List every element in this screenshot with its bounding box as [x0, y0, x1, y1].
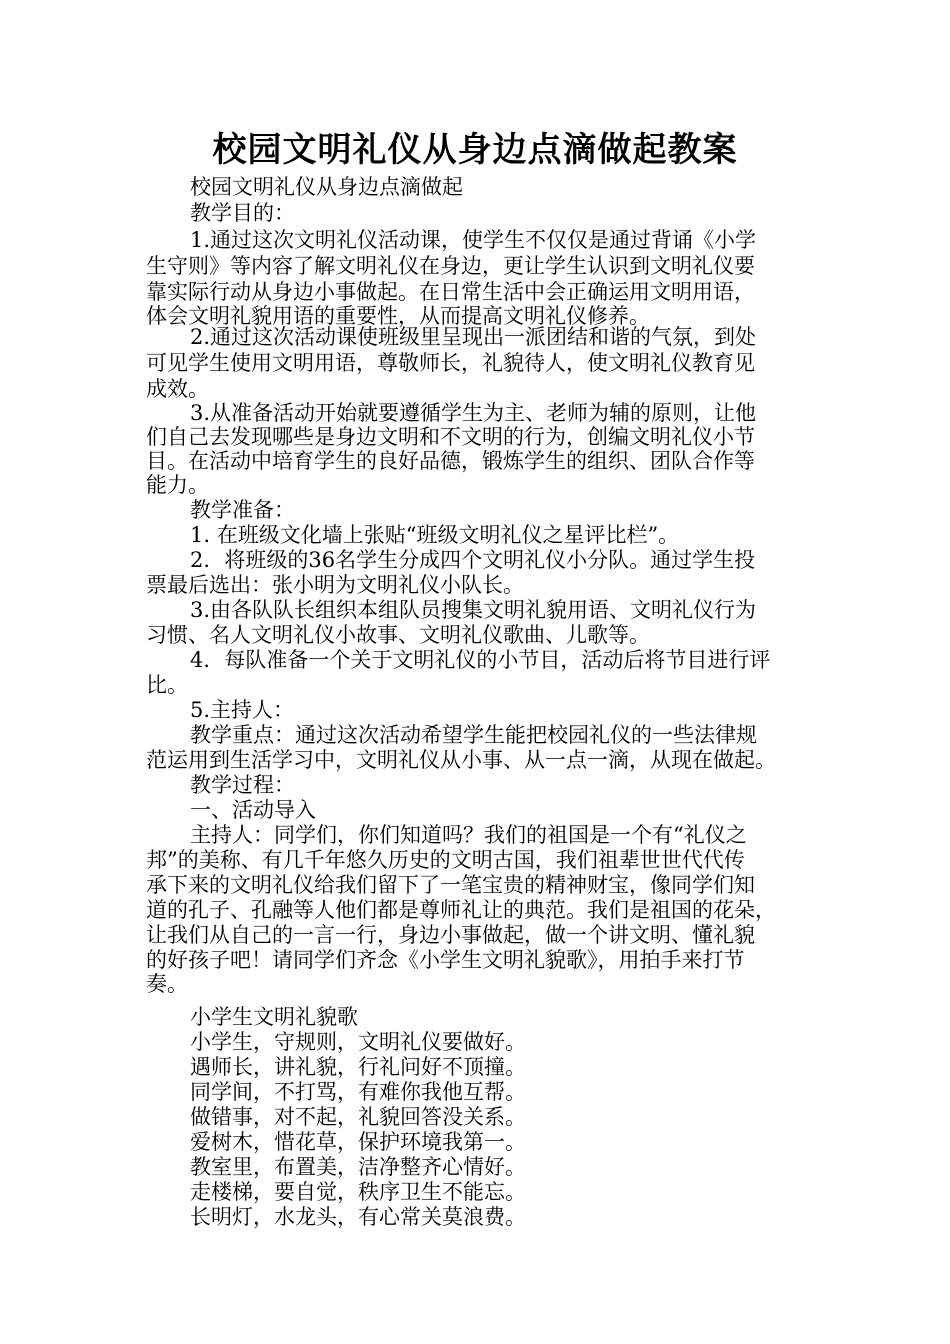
text-line: 1. 在班级文化墙上张贴“班级文明礼仪之星评比栏”。: [190, 523, 680, 547]
text-line: 靠实际行动从身边小事做起。在日常生活中会正确运用文明用语，: [146, 280, 755, 304]
text-line: 票最后选出：张小明为文明礼仪小队长。: [146, 573, 524, 597]
text-line: 范运用到生活学习中，文明礼仪从小事、从一点一滴，从现在做起。: [146, 748, 776, 772]
text-line: 3.由各队队长组织本组队员搜集文明礼貌用语、文明礼仪行为: [190, 598, 757, 622]
poem-line: 长明灯，水龙头，有心常关莫浪费。: [190, 1205, 526, 1229]
section-heading: 教学准备：: [190, 498, 295, 522]
poem-line: 小学生，守规则，文明礼仪要做好。: [190, 1030, 526, 1054]
text-line: 生守则》等内容了解文明礼仪在身边，更让学生认识到文明礼仪要: [146, 254, 755, 278]
text-line: 的好孩子吧！请同学们齐念《小学生文明礼貌歌》，用拍手来打节: [146, 948, 745, 972]
document-title: 校园文明礼仪从身边点滴做起教案: [212, 130, 738, 170]
text-line: 们自己去发现哪些是身边文明和不文明的行为，创编文明礼仪小节: [146, 425, 755, 449]
text-line: 2．将班级的36名学生分成四个文明礼仪小分队。通过学生投: [190, 548, 756, 572]
text-line: 奏。: [146, 972, 188, 996]
section-heading: 教学过程：: [190, 773, 295, 797]
text-line: 目。在活动中培育学生的良好品德，锻炼学生的组织、团队合作等: [146, 449, 755, 473]
text-line: 道的孔子、孔融等人他们都是尊师礼让的典范。我们是祖国的花朵，: [146, 898, 776, 922]
text-line: 可见学生使用文明用语，尊敬师长，礼貌待人，使文明礼仪教育见: [146, 351, 755, 375]
text-line: 2.通过这次活动课使班级里呈现出一派团结和谐的气氛，到处: [190, 325, 757, 349]
text-line: 3.从准备活动开始就要遵循学生为主、老师为辅的原则，让他: [190, 401, 757, 425]
poem-line: 走楼梯，要自觉，秩序卫生不能忘。: [190, 1180, 526, 1204]
poem-line: 教室里，布置美，洁净整齐心情好。: [190, 1155, 526, 1179]
section-heading: 一、活动导入: [190, 798, 316, 822]
poem-line: 同学间，不打骂，有难你我他互帮。: [190, 1080, 526, 1104]
text-line: 承下来的文明礼仪给我们留下了一笔宝贵的精神财宝，像同学们知: [146, 873, 755, 897]
text-line: 比。: [146, 673, 188, 697]
text-line: 让我们从自己的一言一行，身边小事做起，做一个讲文明、懂礼貌: [146, 923, 755, 947]
text-line: 5.主持人：: [190, 698, 295, 722]
text-line: 成效。: [146, 377, 209, 401]
text-line: 习惯、名人文明礼仪小故事、文明礼仪歌曲、儿歌等。: [146, 623, 650, 647]
text-line: 能力。: [146, 473, 209, 497]
text-line: 教学重点：通过这次活动希望学生能把校园礼仪的一些法律规: [190, 723, 757, 747]
section-heading: 教学目的：: [190, 201, 295, 225]
text-line: 1.通过这次文明礼仪活动课，使学生不仅仅是通过背诵《小学: [190, 228, 757, 252]
text-line: 主持人：同学们，你们知道吗？我们的祖国是一个有“礼仪之: [190, 823, 747, 847]
poem-line: 遇师长，讲礼貌，行礼问好不顶撞。: [190, 1055, 526, 1079]
poem-line: 爱树木，惜花草，保护环境我第一。: [190, 1130, 526, 1154]
text-line: 4．每队准备一个关于文明礼仪的小节目，活动后将节目进行评: [190, 648, 771, 672]
poem-title: 小学生文明礼貌歌: [190, 1005, 358, 1029]
poem-line: 做错事，对不起，礼貌回答没关系。: [190, 1105, 526, 1129]
text-line: 邦”的美称、有几千年悠久历史的文明古国，我们祖辈世世代代传: [146, 848, 745, 872]
text-line: 体会文明礼貌用语的重要性，从而提高文明礼仪修养。: [146, 304, 650, 328]
subtitle-line: 校园文明礼仪从身边点滴做起: [190, 175, 463, 199]
